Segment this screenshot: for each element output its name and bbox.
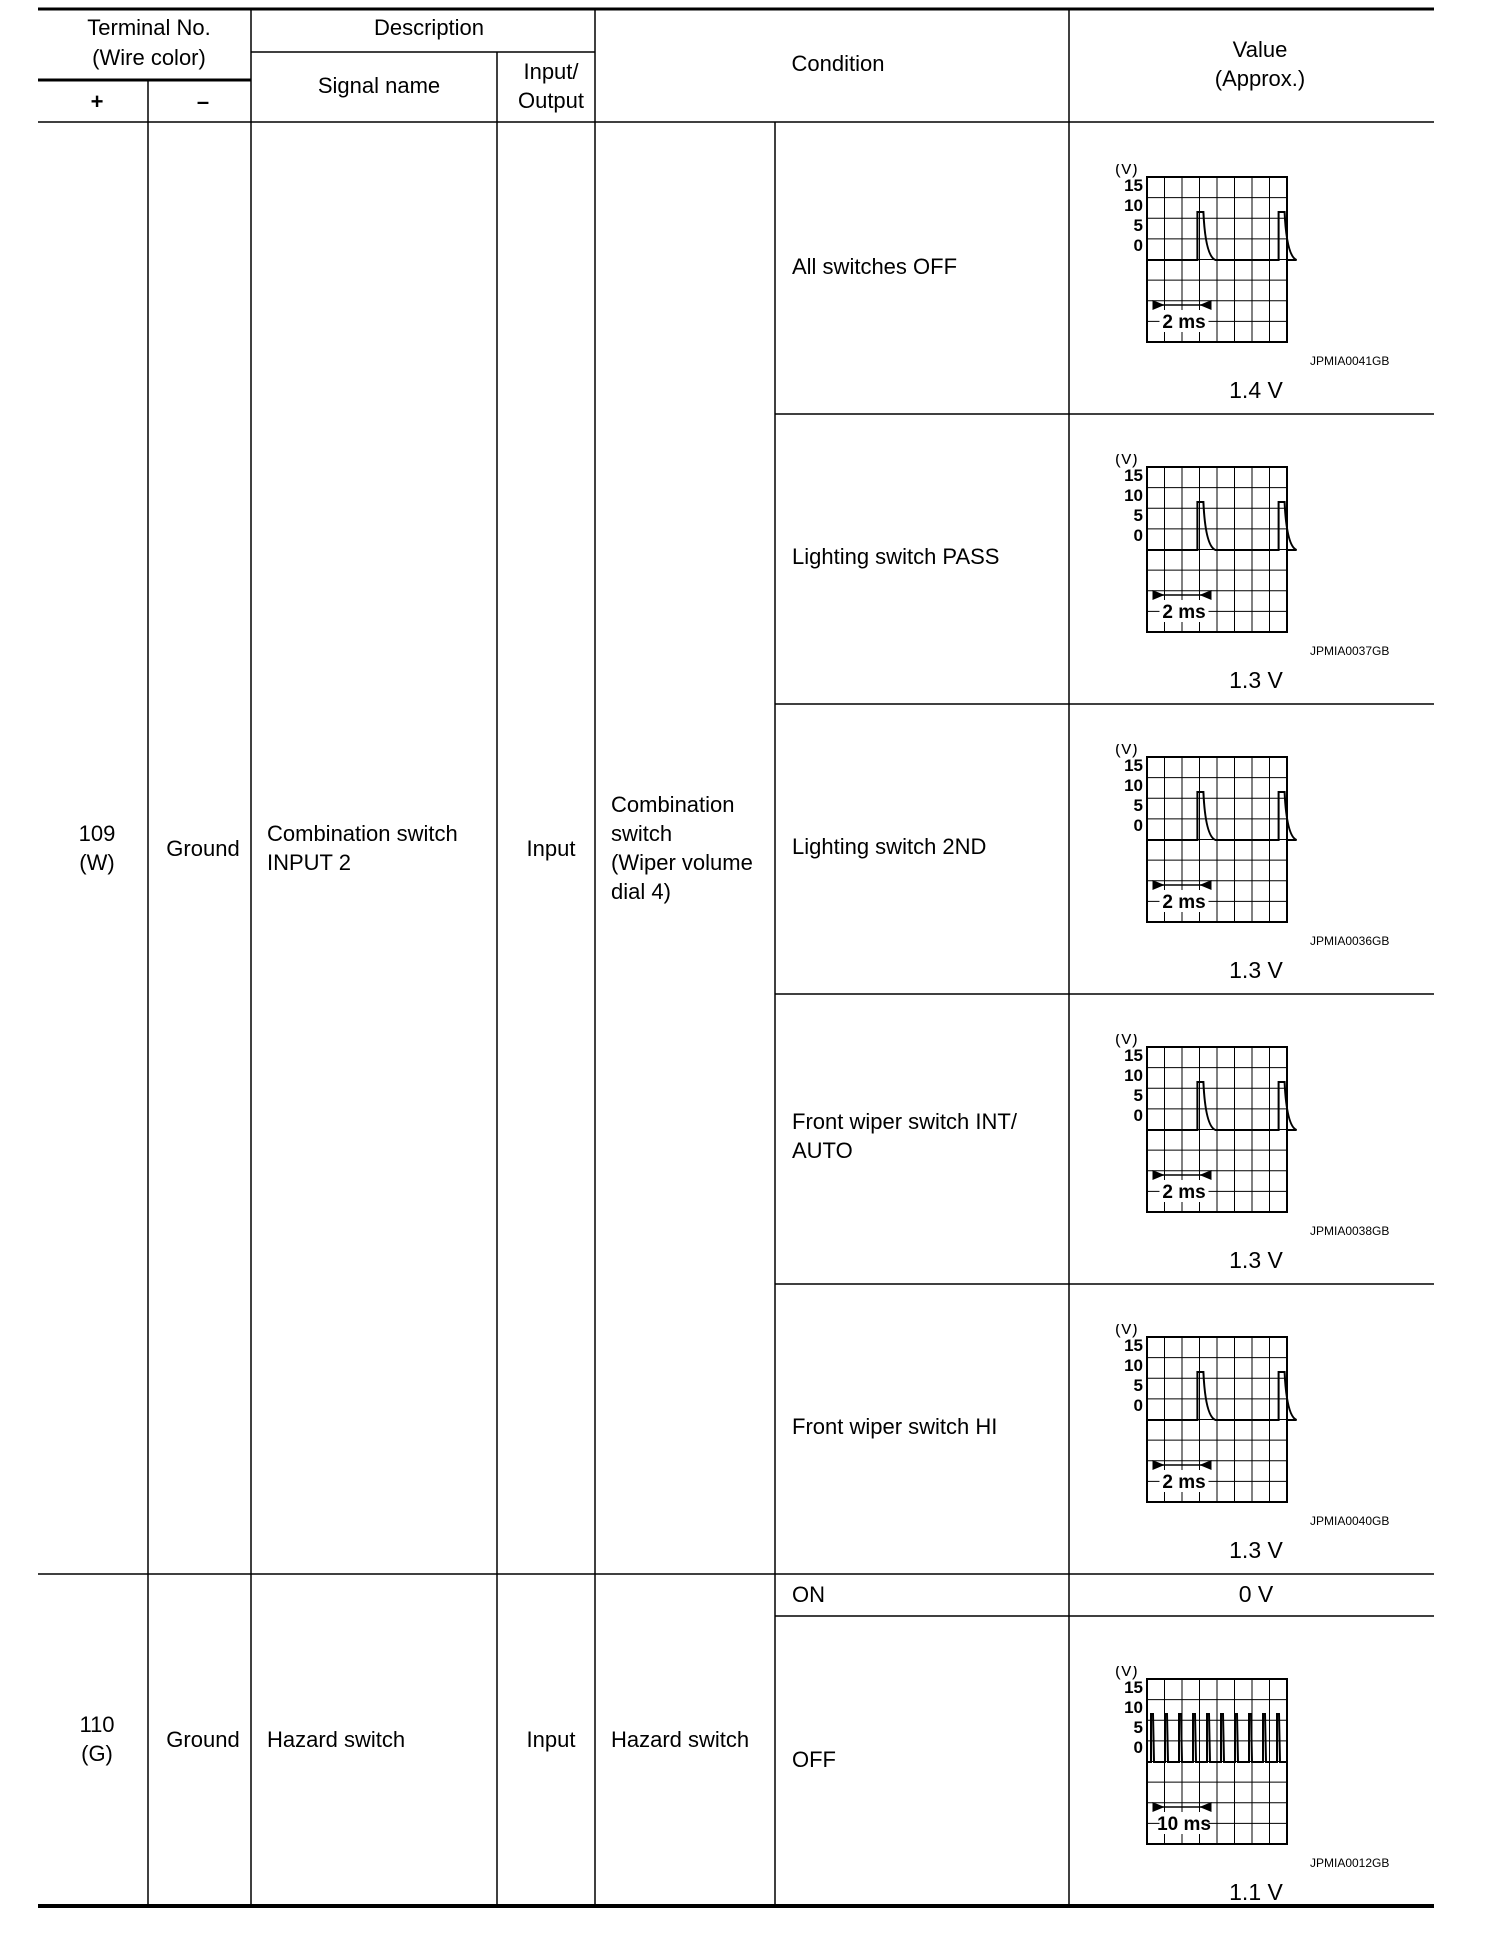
condition-110: Hazard switch — [611, 1727, 750, 1752]
scope-y-tick-label: 10 — [1124, 1066, 1143, 1086]
io-110: Input — [526, 1727, 576, 1752]
value-hazard-on: 0 V — [1238, 1581, 1274, 1607]
scope-waveform — [1147, 792, 1297, 840]
scope-y-tick-label: 15 — [1124, 1678, 1143, 1697]
scope-waveform — [1147, 502, 1297, 550]
scope-time-arrow — [1200, 1460, 1212, 1470]
header-description: Description — [373, 15, 485, 40]
figure-code: JPMIA0036GB — [1310, 934, 1390, 948]
scope-time-label: 2 ms — [1162, 1472, 1206, 1493]
scope-y-tick-label: 10 — [1124, 776, 1143, 796]
approx-value: 1.3 V — [1229, 957, 1283, 983]
condition-109-line2: switch — [611, 821, 673, 846]
scope-y-tick-label: 10 — [1124, 486, 1143, 506]
terminal-110: 110 — [79, 1712, 115, 1737]
minus-ground-109: Ground — [166, 836, 240, 861]
header-io-line2: Output — [517, 88, 585, 113]
figure-code: JPMIA0038GB — [1310, 1224, 1390, 1238]
scope-y-tick-label: 0 — [1133, 1396, 1143, 1416]
figure-code: JPMIA0012GB — [1310, 1856, 1390, 1870]
scope-y-tick-label: 0 — [1133, 526, 1143, 546]
waveform-diagram — [1110, 1324, 1360, 1509]
scope-time-arrow — [1153, 1460, 1165, 1470]
wire-color-w: (W) — [79, 850, 115, 875]
waveform-diagram — [1110, 744, 1360, 929]
wire-color-g: (G) — [81, 1741, 113, 1766]
approx-value: 1.3 V — [1229, 1247, 1283, 1273]
scope-y-tick-label: 5 — [1133, 796, 1143, 816]
terminal-109: 109 — [78, 821, 116, 846]
state-all-switches-off: All switches OFF — [792, 254, 958, 279]
scope-time-arrow — [1153, 1802, 1165, 1812]
header-io-line1: Input/ — [523, 59, 579, 84]
header-wire-color: (Wire color) — [92, 45, 206, 70]
scope-y-tick-label: 5 — [1133, 1086, 1143, 1106]
scope-time-arrow — [1200, 1170, 1212, 1180]
scope-unit-label: (V) — [1115, 1666, 1138, 1680]
scope-time-label: 2 ms — [1162, 312, 1206, 333]
header-terminal-no: Terminal No. — [87, 15, 211, 40]
header-condition: Condition — [791, 51, 885, 76]
scope-time-arrow — [1200, 590, 1212, 600]
signal-name-109-line1: Combination switch — [267, 821, 458, 846]
scope-y-tick-label: 0 — [1133, 1106, 1143, 1126]
scope-unit-label: (V) — [1115, 164, 1138, 178]
scope-time-arrow — [1153, 300, 1165, 310]
scope-time-arrow — [1153, 1170, 1165, 1180]
scope-y-tick-label: 15 — [1124, 176, 1143, 195]
scope-time-label: 2 ms — [1162, 602, 1206, 623]
scope-y-tick-label: 5 — [1133, 216, 1143, 236]
scope-y-tick-label: 10 — [1124, 1356, 1143, 1376]
waveform-diagram — [1110, 1666, 1360, 1851]
scope-time-arrow — [1200, 880, 1212, 890]
state-hazard-off: OFF — [792, 1747, 836, 1772]
approx-value: 1.4 V — [1229, 377, 1283, 403]
condition-109-line3: (Wiper volume — [611, 850, 753, 875]
signal-name-110: Hazard switch — [267, 1727, 406, 1752]
minus-ground-110: Ground — [166, 1727, 240, 1752]
waveform-diagram — [1110, 454, 1360, 639]
signal-name-109-line2: INPUT 2 — [267, 850, 351, 875]
scope-time-arrow — [1200, 1802, 1212, 1812]
waveform-diagram — [1110, 1034, 1360, 1219]
condition-109-line1: Combination — [611, 792, 735, 817]
scope-y-tick-label: 15 — [1124, 1046, 1143, 1065]
scope-y-tick-label: 10 — [1124, 1698, 1143, 1718]
figure-code: JPMIA0040GB — [1310, 1514, 1390, 1528]
scope-y-tick-label: 0 — [1133, 236, 1143, 256]
scope-y-tick-label: 5 — [1133, 1376, 1143, 1396]
scope-waveform — [1147, 212, 1297, 260]
header-value-line1: Value — [1232, 37, 1288, 62]
state-front-wiper-int-line1: Front wiper switch INT/ — [792, 1109, 1017, 1134]
scope-unit-label: (V) — [1115, 744, 1138, 758]
scope-time-arrow — [1153, 590, 1165, 600]
state-front-wiper-hi: Front wiper switch HI — [792, 1414, 998, 1439]
state-lighting-pass: Lighting switch PASS — [792, 544, 1000, 569]
io-109: Input — [526, 836, 576, 861]
state-front-wiper-int-line2: AUTO — [792, 1138, 853, 1163]
approx-value: 1.3 V — [1229, 667, 1283, 693]
figure-code: JPMIA0037GB — [1310, 644, 1390, 658]
scope-time-arrow — [1200, 300, 1212, 310]
waveform-diagram — [1110, 164, 1360, 349]
scope-unit-label: (V) — [1115, 1034, 1138, 1048]
scope-unit-label: (V) — [1115, 454, 1138, 468]
approx-value: 1.1 V — [1229, 1879, 1283, 1905]
scope-time-label: 10 ms — [1157, 1814, 1211, 1835]
header-value-line2: (Approx.) — [1214, 66, 1306, 91]
scope-y-tick-label: 15 — [1124, 756, 1143, 775]
scope-y-tick-label: 5 — [1133, 1718, 1143, 1738]
scope-y-tick-label: 15 — [1124, 466, 1143, 485]
figure-code: JPMIA0041GB — [1310, 354, 1390, 368]
scope-y-tick-label: 5 — [1133, 506, 1143, 526]
scope-waveform — [1147, 1082, 1297, 1130]
scope-time-label: 2 ms — [1162, 1182, 1206, 1203]
state-hazard-on: ON — [792, 1582, 825, 1607]
scope-unit-label: (V) — [1115, 1324, 1138, 1338]
state-lighting-2nd: Lighting switch 2ND — [792, 834, 987, 859]
scope-time-label: 2 ms — [1162, 892, 1206, 913]
header-minus: – — [196, 89, 210, 114]
scope-y-tick-label: 0 — [1133, 816, 1143, 836]
header-signal-name: Signal name — [317, 73, 441, 98]
condition-109-line4: dial 4) — [611, 879, 671, 904]
scope-y-tick-label: 10 — [1124, 196, 1143, 216]
scope-waveform — [1147, 1372, 1297, 1420]
header-plus: + — [90, 89, 104, 114]
scope-time-arrow — [1153, 880, 1165, 890]
scope-y-tick-label: 15 — [1124, 1336, 1143, 1355]
scope-y-tick-label: 0 — [1133, 1738, 1143, 1758]
approx-value: 1.3 V — [1229, 1537, 1283, 1563]
